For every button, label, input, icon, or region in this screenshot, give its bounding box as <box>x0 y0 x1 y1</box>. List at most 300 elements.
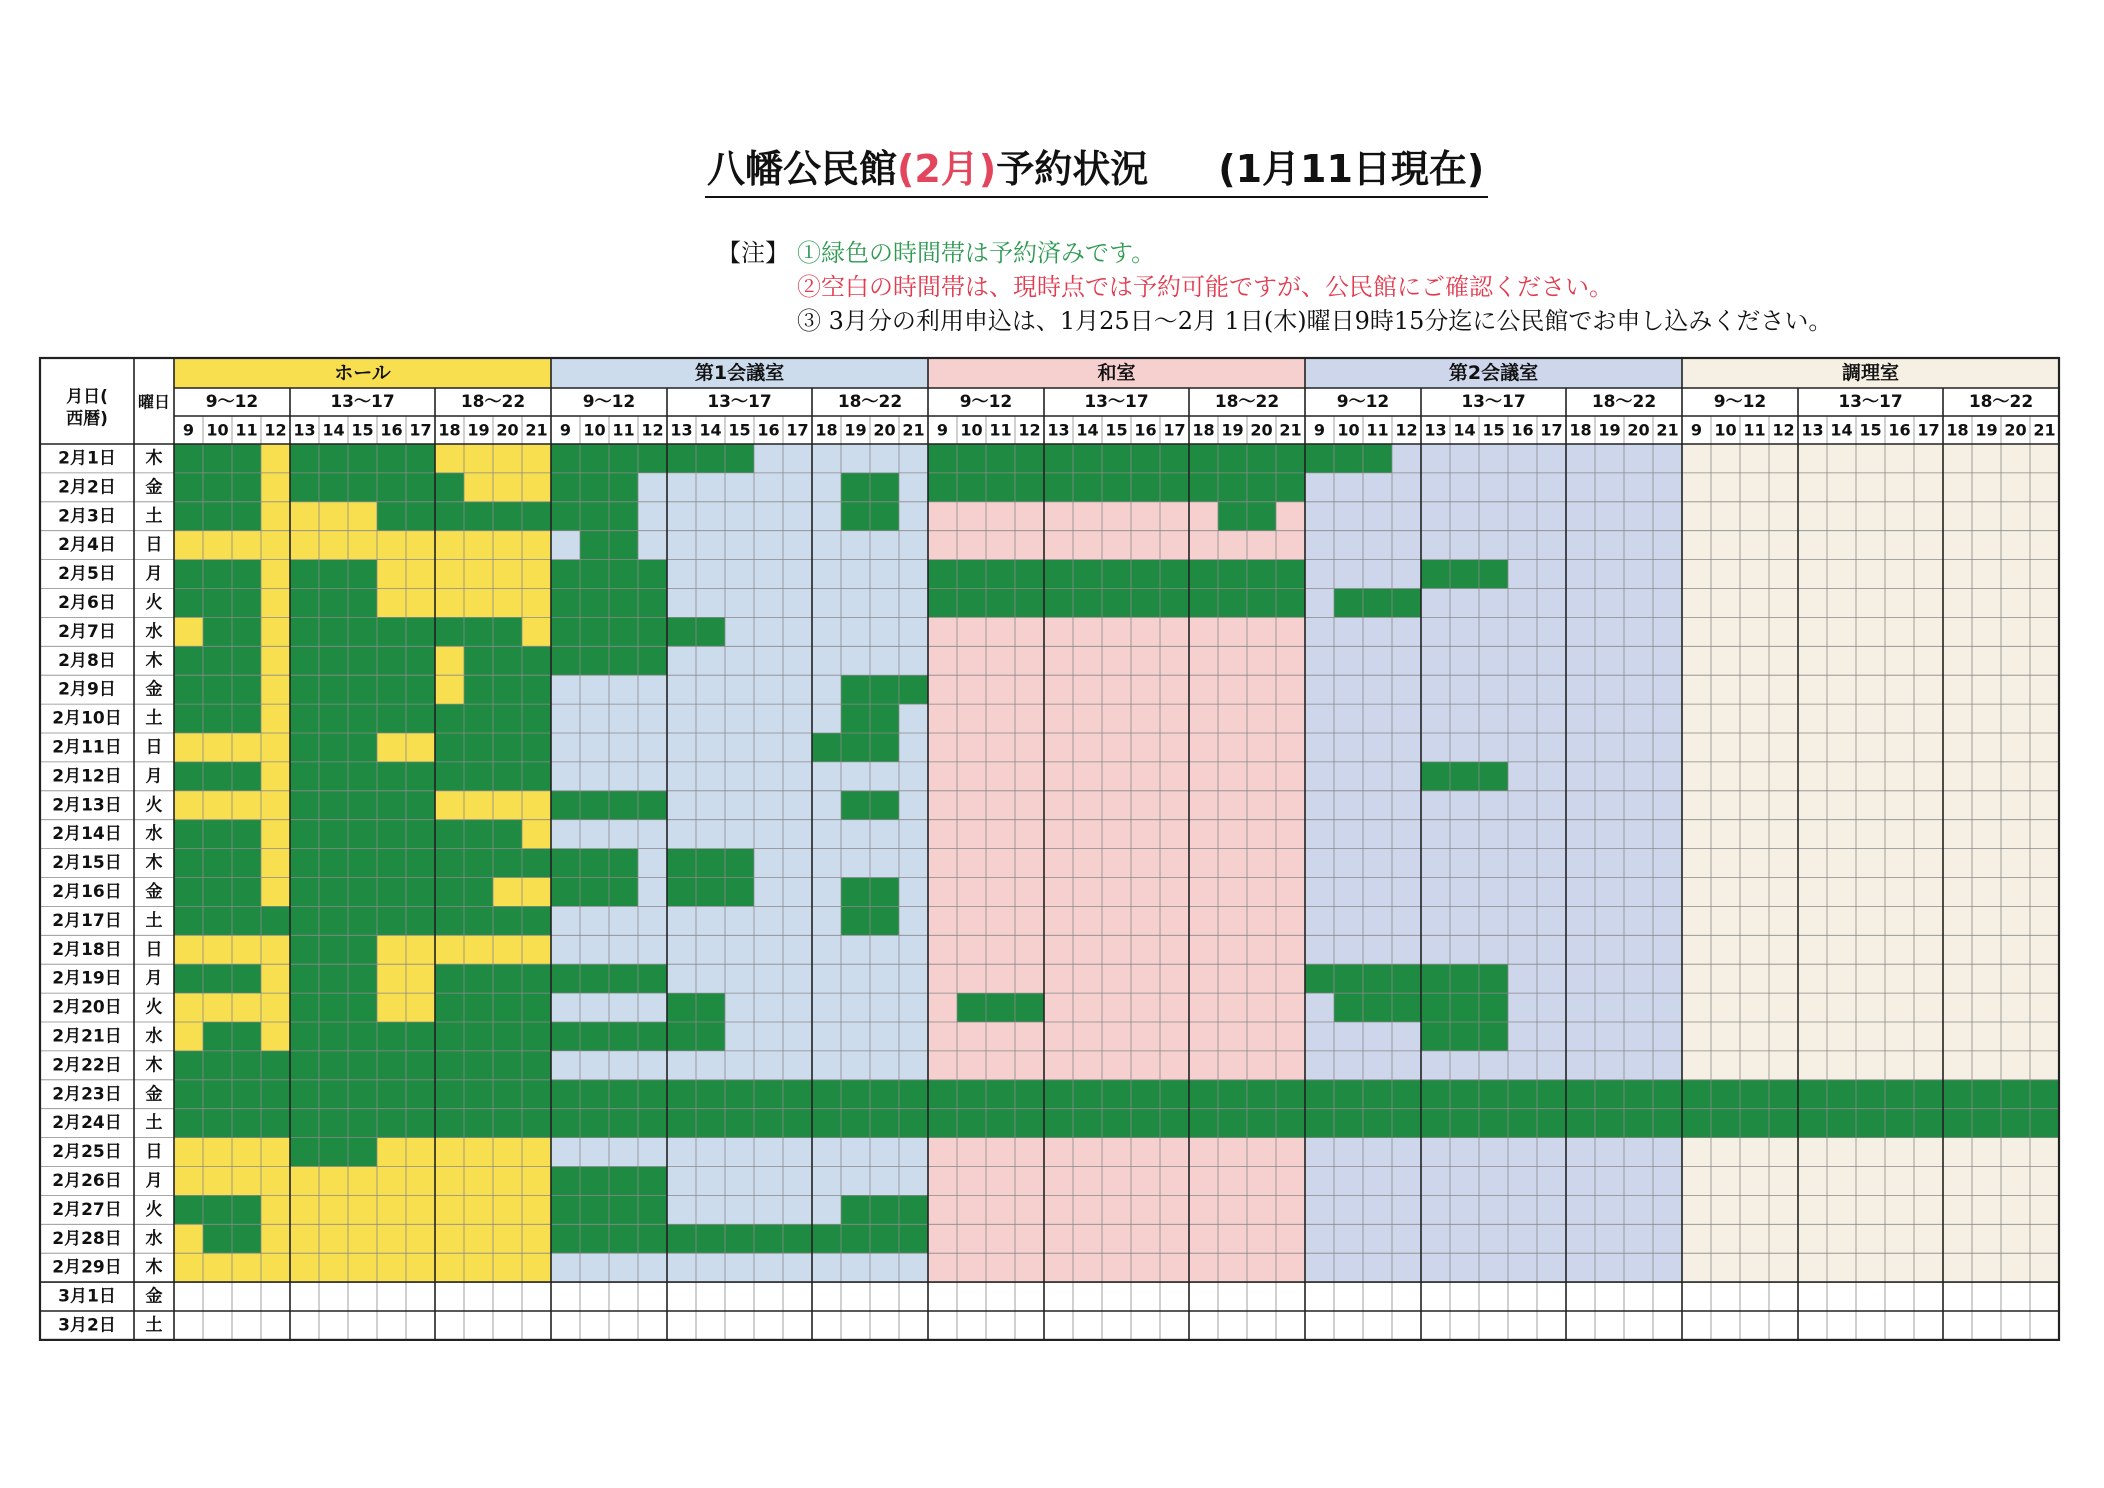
reserved-cell <box>493 617 522 646</box>
reserved-cell <box>696 1224 725 1253</box>
reserved-cell <box>203 1022 232 1051</box>
reserved-cell <box>1421 993 1450 1022</box>
reserved-cell <box>812 1109 841 1138</box>
reserved-cell <box>435 1080 464 1109</box>
reserved-cell <box>348 791 377 820</box>
hour-header: 16 <box>1888 420 1911 440</box>
hour-header: 17 <box>1917 420 1940 440</box>
reserved-cell <box>1450 964 1479 993</box>
reserved-cell <box>1102 1109 1131 1138</box>
title-month: (2月) <box>897 147 997 191</box>
reserved-cell <box>754 1080 783 1109</box>
reserved-cell <box>1305 444 1334 473</box>
reserved-cell <box>348 993 377 1022</box>
reserved-cell <box>348 1051 377 1080</box>
reserved-cell <box>290 993 319 1022</box>
reserved-cell <box>1653 1080 1682 1109</box>
reserved-cell <box>609 1080 638 1109</box>
reserved-cell <box>261 1109 290 1138</box>
period-header: 18～22 <box>1214 392 1280 412</box>
reserved-cell <box>493 849 522 878</box>
reserved-cell <box>232 906 261 935</box>
reserved-cell <box>348 560 377 589</box>
reserved-cell <box>1044 444 1073 473</box>
reserved-cell <box>435 993 464 1022</box>
hour-header: 21 <box>2033 420 2056 440</box>
reserved-cell <box>232 444 261 473</box>
reserved-cell <box>1218 1109 1247 1138</box>
reserved-cell <box>957 560 986 589</box>
reserved-cell <box>1160 1080 1189 1109</box>
reserved-cell <box>667 1080 696 1109</box>
reserved-cell <box>870 733 899 762</box>
reserved-cell <box>232 589 261 618</box>
reserved-cell <box>1363 589 1392 618</box>
reserved-cell <box>841 733 870 762</box>
reserved-cell <box>174 906 203 935</box>
row-date: 2月19日 <box>52 968 122 989</box>
period-header: 18～22 <box>837 392 903 412</box>
reserved-cell <box>290 1022 319 1051</box>
reserved-cell <box>1885 1109 1914 1138</box>
reserved-cell <box>696 444 725 473</box>
row-date: 2月7日 <box>58 621 116 642</box>
reserved-cell <box>580 646 609 675</box>
reserved-cell <box>232 646 261 675</box>
reserved-cell <box>928 444 957 473</box>
row-weekday: 土 <box>145 1315 163 1336</box>
reserved-cell <box>406 762 435 791</box>
reserved-cell <box>870 906 899 935</box>
reserved-cell <box>406 849 435 878</box>
reserved-cell <box>1479 762 1508 791</box>
reserved-cell <box>464 1051 493 1080</box>
reserved-cell <box>319 878 348 907</box>
reserved-cell <box>493 1109 522 1138</box>
reserved-cell <box>435 906 464 935</box>
reserved-cell <box>493 704 522 733</box>
reserved-cell <box>290 1138 319 1167</box>
title-as-of-date: (1月11日現在) <box>1218 147 1485 191</box>
reserved-cell <box>1769 1109 1798 1138</box>
row-weekday: 月 <box>145 1170 163 1191</box>
reserved-cell <box>435 820 464 849</box>
reserved-cell <box>580 878 609 907</box>
reserved-cell <box>522 1022 551 1051</box>
row-weekday: 木 <box>145 1257 163 1278</box>
reserved-cell <box>232 704 261 733</box>
reserved-cell <box>1537 1109 1566 1138</box>
reserved-cell <box>725 444 754 473</box>
reserved-cell <box>377 473 406 502</box>
reserved-cell <box>638 1109 667 1138</box>
reserved-cell <box>1334 444 1363 473</box>
reserved-cell <box>1885 1080 1914 1109</box>
reserved-cell <box>406 1109 435 1138</box>
hour-header: 20 <box>496 420 519 440</box>
reserved-cell <box>1073 589 1102 618</box>
reserved-cell <box>551 617 580 646</box>
reserved-cell <box>348 1109 377 1138</box>
reserved-cell <box>319 1109 348 1138</box>
reserved-cell <box>174 646 203 675</box>
reserved-cell <box>812 1080 841 1109</box>
hour-header: 17 <box>409 420 432 440</box>
reserved-cell <box>406 906 435 935</box>
reserved-cell <box>1392 964 1421 993</box>
reserved-cell <box>174 675 203 704</box>
reserved-cell <box>203 646 232 675</box>
reserved-cell <box>841 906 870 935</box>
hour-header: 15 <box>728 420 751 440</box>
reserved-cell <box>435 502 464 531</box>
reserved-cell <box>1218 589 1247 618</box>
row-weekday: 金 <box>145 679 163 700</box>
reserved-cell <box>667 1109 696 1138</box>
reserved-cell <box>2001 1080 2030 1109</box>
reserved-cell <box>638 444 667 473</box>
reserved-cell <box>783 1109 812 1138</box>
reserved-cell <box>174 762 203 791</box>
reserved-cell <box>522 502 551 531</box>
reserved-cell <box>1131 1080 1160 1109</box>
reserved-cell <box>609 1022 638 1051</box>
reserved-cell <box>725 1224 754 1253</box>
reserved-cell <box>406 646 435 675</box>
reserved-cell <box>957 993 986 1022</box>
reserved-cell <box>928 473 957 502</box>
hour-header: 11 <box>1743 420 1766 440</box>
reserved-cell <box>435 733 464 762</box>
reserved-cell <box>638 1195 667 1224</box>
reserved-cell <box>986 444 1015 473</box>
reserved-cell <box>1740 1080 1769 1109</box>
reserved-cell <box>319 762 348 791</box>
reserved-cell <box>1334 589 1363 618</box>
reserved-cell <box>638 589 667 618</box>
row-date: 2月21日 <box>52 1026 122 1047</box>
reserved-cell <box>522 1080 551 1109</box>
row-date: 2月23日 <box>52 1084 122 1105</box>
reserved-cell <box>1073 444 1102 473</box>
reserved-cell <box>203 820 232 849</box>
reserved-cell <box>638 646 667 675</box>
reserved-cell <box>1653 1109 1682 1138</box>
hour-header: 12 <box>1018 420 1041 440</box>
reserved-cell <box>203 1080 232 1109</box>
row-date: 2月20日 <box>52 997 122 1018</box>
reserved-cell <box>174 704 203 733</box>
reserved-cell <box>290 964 319 993</box>
reserved-cell <box>319 589 348 618</box>
reserved-cell <box>1421 1080 1450 1109</box>
hour-header: 15 <box>351 420 374 440</box>
reserved-cell <box>319 1080 348 1109</box>
reserved-cell <box>551 1109 580 1138</box>
reserved-cell <box>2001 1109 2030 1138</box>
reserved-cell <box>377 1051 406 1080</box>
reserved-cell <box>870 1224 899 1253</box>
reserved-cell <box>1479 964 1508 993</box>
reserved-cell <box>1508 1109 1537 1138</box>
reserved-cell <box>319 560 348 589</box>
reserved-cell <box>464 617 493 646</box>
reserved-cell <box>290 820 319 849</box>
hour-header: 14 <box>1830 420 1853 440</box>
reserved-cell <box>203 1195 232 1224</box>
reserved-cell <box>203 878 232 907</box>
row-weekday: 土 <box>145 1113 163 1134</box>
hour-header: 20 <box>1250 420 1273 440</box>
reserved-cell <box>551 878 580 907</box>
hour-header: 13 <box>1801 420 1824 440</box>
reserved-cell <box>174 473 203 502</box>
reserved-cell <box>348 1138 377 1167</box>
reserved-cell <box>203 617 232 646</box>
reserved-cell <box>696 1022 725 1051</box>
row-weekday: 日 <box>145 1142 163 1163</box>
hour-header: 21 <box>902 420 925 440</box>
reserved-cell <box>406 878 435 907</box>
period-header: 9～12 <box>1336 392 1390 412</box>
reserved-cell <box>580 964 609 993</box>
note-available: ②空白の時間帯は、現時点では予約可能ですが、公民館にご確認ください。 <box>797 273 1613 301</box>
reserved-cell <box>464 675 493 704</box>
reserved-cell <box>377 1022 406 1051</box>
reserved-cell <box>1044 560 1073 589</box>
reserved-cell <box>638 1167 667 1196</box>
reserved-cell <box>290 675 319 704</box>
reserved-cell <box>319 820 348 849</box>
hour-header: 17 <box>786 420 809 440</box>
reserved-cell <box>348 1080 377 1109</box>
reserved-cell <box>1044 473 1073 502</box>
reserved-cell <box>1131 560 1160 589</box>
row-date: 2月24日 <box>52 1113 122 1134</box>
reserved-cell <box>580 791 609 820</box>
reserved-cell <box>435 704 464 733</box>
row-weekday: 火 <box>145 1199 163 1220</box>
reserved-cell <box>1218 444 1247 473</box>
reserved-cell <box>1827 1080 1856 1109</box>
reserved-cell <box>1595 1109 1624 1138</box>
reserved-cell <box>986 993 1015 1022</box>
reserved-cell <box>928 560 957 589</box>
reserved-cell <box>464 1109 493 1138</box>
reserved-cell <box>1015 1109 1044 1138</box>
row-date: 2月2日 <box>58 477 116 498</box>
reserved-cell <box>319 444 348 473</box>
reserved-cell <box>406 675 435 704</box>
reserved-cell <box>609 1195 638 1224</box>
reserved-cell <box>899 1080 928 1109</box>
reserved-cell <box>580 589 609 618</box>
row-weekday: 木 <box>145 448 163 469</box>
reserved-cell <box>377 906 406 935</box>
reserved-cell <box>319 617 348 646</box>
reserved-cell <box>1131 444 1160 473</box>
reserved-cell <box>638 964 667 993</box>
hour-header: 19 <box>1598 420 1621 440</box>
reserved-cell <box>551 849 580 878</box>
reserved-cell <box>464 704 493 733</box>
reserved-cell <box>377 617 406 646</box>
row-date: 2月18日 <box>52 939 122 960</box>
reserved-cell <box>2030 1109 2059 1138</box>
reserved-cell <box>174 1080 203 1109</box>
reserved-cell <box>1247 589 1276 618</box>
reserved-cell <box>464 906 493 935</box>
reserved-cell <box>1015 1080 1044 1109</box>
reserved-cell <box>638 1224 667 1253</box>
hour-header: 15 <box>1859 420 1882 440</box>
reserved-cell <box>580 560 609 589</box>
reserved-cell <box>609 531 638 560</box>
reserved-cell <box>1450 993 1479 1022</box>
reserved-cell <box>1102 444 1131 473</box>
row-date: 2月3日 <box>58 506 116 527</box>
reserved-cell <box>435 1051 464 1080</box>
reserved-cell <box>1305 1109 1334 1138</box>
reserved-cell <box>551 646 580 675</box>
title-status: 予約状況 <box>996 147 1149 191</box>
reserved-cell <box>232 560 261 589</box>
reserved-cell <box>580 617 609 646</box>
reserved-cell <box>870 791 899 820</box>
reserved-cell <box>551 502 580 531</box>
reserved-cell <box>1363 1080 1392 1109</box>
reserved-cell <box>290 878 319 907</box>
period-header: 13～17 <box>1461 392 1526 412</box>
reserved-cell <box>493 1022 522 1051</box>
notes-header: 【注】 <box>717 239 789 267</box>
reserved-cell <box>609 473 638 502</box>
reserved-cell <box>261 1080 290 1109</box>
reserved-cell <box>870 675 899 704</box>
reserved-cell <box>1247 473 1276 502</box>
reserved-cell <box>319 1051 348 1080</box>
reserved-cell <box>1363 993 1392 1022</box>
reserved-cell <box>1566 1080 1595 1109</box>
reserved-cell <box>290 617 319 646</box>
reserved-cell <box>1421 1109 1450 1138</box>
reserved-cell <box>1334 1080 1363 1109</box>
reserved-cell <box>609 589 638 618</box>
row-date: 2月14日 <box>52 824 122 845</box>
reserved-cell <box>290 762 319 791</box>
reserved-cell <box>1160 1109 1189 1138</box>
hour-header: 11 <box>1366 420 1389 440</box>
reserved-cell <box>377 878 406 907</box>
reserved-cell <box>1247 1080 1276 1109</box>
reserved-cell <box>522 964 551 993</box>
hour-header: 18 <box>438 420 461 440</box>
reserved-cell <box>232 1224 261 1253</box>
reserved-cell <box>812 733 841 762</box>
reserved-cell <box>928 1109 957 1138</box>
reserved-cell <box>493 1051 522 1080</box>
reserved-cell <box>1276 444 1305 473</box>
reserved-cell <box>1856 1080 1885 1109</box>
reserved-cell <box>1160 444 1189 473</box>
reserved-cell <box>783 1224 812 1253</box>
reserved-cell <box>522 675 551 704</box>
period-header: 13～17 <box>330 392 395 412</box>
reserved-cell <box>1015 560 1044 589</box>
hour-header: 10 <box>960 420 983 440</box>
reserved-cell <box>435 762 464 791</box>
reserved-cell <box>232 675 261 704</box>
hour-header: 20 <box>1627 420 1650 440</box>
reserved-cell <box>2030 1080 2059 1109</box>
row-weekday: 金 <box>145 1286 163 1307</box>
reserved-cell <box>928 589 957 618</box>
reserved-cell <box>406 1051 435 1080</box>
reserved-cell <box>493 502 522 531</box>
row-weekday: 日 <box>145 737 163 758</box>
reserved-cell <box>377 444 406 473</box>
reserved-cell <box>1450 1109 1479 1138</box>
reserved-cell <box>1247 1109 1276 1138</box>
reserved-cell <box>493 646 522 675</box>
hour-header: 14 <box>1453 420 1476 440</box>
reserved-cell <box>1102 1080 1131 1109</box>
reserved-cell <box>1392 1080 1421 1109</box>
reserved-cell <box>1392 1109 1421 1138</box>
reserved-cell <box>551 1195 580 1224</box>
reserved-cell <box>174 589 203 618</box>
reserved-cell <box>1363 964 1392 993</box>
reserved-cell <box>348 589 377 618</box>
row-date: 2月22日 <box>52 1055 122 1076</box>
reserved-cell <box>1218 473 1247 502</box>
reserved-cell <box>348 444 377 473</box>
reserved-cell <box>1914 1080 1943 1109</box>
hour-header: 11 <box>989 420 1012 440</box>
row-weekday: 月 <box>145 968 163 989</box>
row-date: 2月16日 <box>52 881 122 902</box>
reserved-cell <box>1015 473 1044 502</box>
reserved-cell <box>609 646 638 675</box>
reserved-cell <box>290 1109 319 1138</box>
reserved-cell <box>1044 1109 1073 1138</box>
reserved-cell <box>1421 560 1450 589</box>
reserved-cell <box>1044 589 1073 618</box>
reserved-cell <box>1392 993 1421 1022</box>
reserved-cell <box>348 1022 377 1051</box>
reserved-cell <box>348 646 377 675</box>
reserved-cell <box>609 444 638 473</box>
reserved-cell <box>638 1022 667 1051</box>
row-weekday: 水 <box>145 621 163 642</box>
reserved-cell <box>667 1022 696 1051</box>
reserved-cell <box>609 560 638 589</box>
reserved-cell <box>1740 1109 1769 1138</box>
hour-header: 9 <box>1313 420 1326 440</box>
reserved-cell <box>319 733 348 762</box>
reserved-cell <box>812 1224 841 1253</box>
reserved-cell <box>348 675 377 704</box>
reserved-cell <box>1450 560 1479 589</box>
row-date: 2月11日 <box>52 737 122 758</box>
reserved-cell <box>1769 1080 1798 1109</box>
reserved-cell <box>696 849 725 878</box>
reserved-cell <box>1218 560 1247 589</box>
hour-header: 19 <box>1975 420 1998 440</box>
reserved-cell <box>174 560 203 589</box>
reserved-cell <box>725 1109 754 1138</box>
reserved-cell <box>261 1051 290 1080</box>
